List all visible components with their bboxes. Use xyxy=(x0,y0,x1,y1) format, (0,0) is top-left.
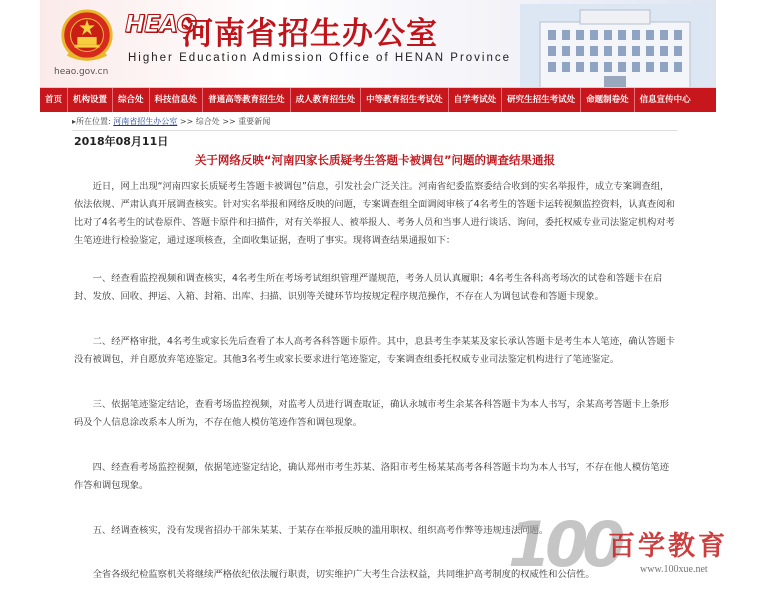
breadcrumb-separator: >> xyxy=(179,117,194,126)
watermark xyxy=(508,508,758,594)
watermark-logo: 100 xyxy=(508,508,620,581)
nav-item-graduate-exam[interactable]: 研究生招生考试处 xyxy=(502,88,581,112)
nav-item-self-study-exam[interactable]: 自学考试处 xyxy=(449,88,503,112)
article-paragraph-closing: 全省各级纪检监察机关将继续严格依纪依法履行职责，切实维护广大考生合法权益，共同维护高考制度的权威性和公信性。 xyxy=(92,569,595,580)
article-title: 关于网络反映“河南四家长质疑考生答题卡被调包”问题的调查结果通报 xyxy=(194,153,556,167)
breadcrumb xyxy=(72,116,677,131)
national-emblem-icon xyxy=(58,8,116,66)
article-paragraph-2: 二、经严格审批，4名考生或家长先后查看了本人高考各科答题卡原件。其中，息县考生李某某及家长承认答题卡是考生本人笔迹，确认答题卡没有被调包，并自愿放弃笔迹鉴定。其他3名考生或家长要求进行笔迹鉴定，专案调查组委托权威专业司法鉴定机构进行了笔迹鉴定。 xyxy=(74,336,675,365)
article-paragraph-intro: 近日，网上出现“河南四家长质疑考生答题卡被调包”信息，引发社会广泛关注。河南省纪委监察委结合收到的实名举报件，成立专案调查组，依法依规、严肃认真开展调查核实。针对实名举报和网络反映的问题，专案调查组全面调阅审核了4名考生的答题卡运转视频监控资料，认真查阅和比对了4名考生的试卷原件、答题卡原件和扫描件，对有关举报人、被举报人、考务人员和当事人进行谈话、询问，委托权威专业司法鉴定机构对考生笔迹进行检验鉴定，通过逐项核查，全面收集证据，查明了事实。现将调查结果通报如下： xyxy=(74,181,675,246)
nav-item-paper-making[interactable]: 命题制卷处 xyxy=(581,88,635,112)
nav-item-organization[interactable]: 机构设置 xyxy=(68,88,113,112)
article-date: 2018年08月11日 xyxy=(74,135,169,148)
nav-item-general-office[interactable]: 综合处 xyxy=(113,88,150,112)
location-arrow-icon: ▸ xyxy=(72,117,77,126)
site-title-en: Higher Education Admission Office of HENAN Province xyxy=(128,52,512,64)
article-paragraph-5: 五、经调查核实，没有发现省招办干部朱某某、于某存在举报反映的滥用职权、组织高考作弊等违规违法问题。 xyxy=(92,525,549,536)
article-paragraph-1: 一、经查看监控视频和调查核实，4名考生所在考场考试组织管理严谨规范，考务人员认真履职；4名考生各科高考场次的试卷和答题卡在启封、发放、回收、押运、入箱、封箱、出库、扫描、识别等关键环节均按规定程序规范操作，不存在人为调包试卷和答题卡现象。 xyxy=(74,273,663,302)
nav-item-info-center[interactable]: 信息宣传中心 xyxy=(639,95,691,105)
breadcrumb-prefix: 所在位置: xyxy=(76,117,111,126)
nav-item-adult-ed-admission[interactable]: 成人教育招生处 xyxy=(291,88,362,112)
heao-logo: HEAO xyxy=(125,10,196,38)
nav-item-secondary-ed-exam[interactable]: 中等教育招生考试处 xyxy=(361,88,449,112)
site-title: 河南省招生办公室 xyxy=(182,16,438,52)
breadcrumb-current[interactable]: 重要新闻 xyxy=(238,117,271,126)
site-header xyxy=(40,0,716,88)
nav-item-higher-ed-admission[interactable]: 普通高等教育招生处 xyxy=(203,88,291,112)
main-nav xyxy=(40,88,716,112)
site-domain: heao.gov.cn xyxy=(54,67,109,77)
nav-item-tech-info[interactable]: 科技信息处 xyxy=(150,88,204,112)
breadcrumb-section[interactable]: 综合处 xyxy=(195,117,220,126)
watermark-url: www.100xue.net xyxy=(640,564,708,575)
article-paragraph-3: 三、依据笔迹鉴定结论，查看考场监控视频，对监考人员进行调查取证，确认永城市考生余某各科答题卡为本人书写，余某高考答题卡上条形码及个人信息涂改系本人所为，不存在他人模仿笔迹作答和调包现象。 xyxy=(74,399,670,428)
building-illustration xyxy=(520,4,710,88)
breadcrumb-separator: >> xyxy=(222,117,236,126)
breadcrumb-home-link[interactable]: 河南省招生办公室 xyxy=(113,117,178,126)
watermark-name: 百学教育 xyxy=(608,531,728,562)
nav-item-home[interactable]: 首页 xyxy=(40,88,68,112)
article-paragraph-4: 四、经查看考场监控视频，依据笔迹鉴定结论，确认郑州市考生苏某、洛阳市考生杨某某高考各科答题卡均为本人书写，不存在他人模仿笔迹作答和调包现象。 xyxy=(74,462,670,491)
